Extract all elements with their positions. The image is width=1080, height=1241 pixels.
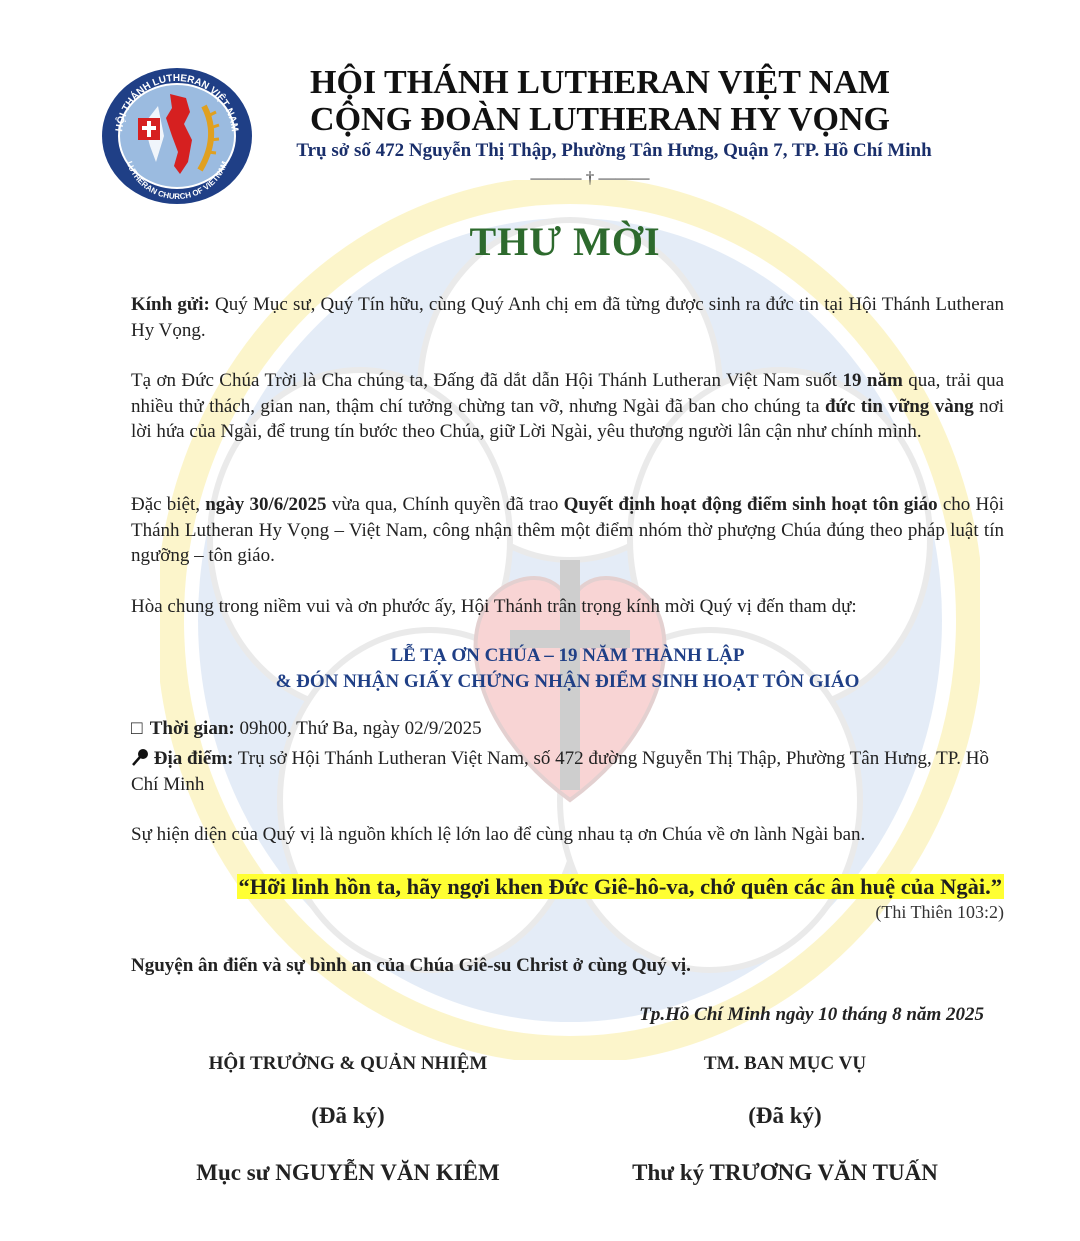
organization-name: HỘI THÁNH LUTHERAN VIỆT NAM (310, 64, 890, 101)
community-name: CỘNG ĐOÀN LUTHERAN HY VỌNG (310, 101, 890, 138)
salutation-label: Kính gửi: (131, 294, 210, 315)
dateline: Tp.Hồ Chí Minh ngày 10 tháng 8 năm 2025 (639, 1004, 984, 1025)
place-label: Địa điểm: (153, 748, 234, 769)
clock-icon: □ (131, 718, 143, 739)
svg-text:LCV: LCV (232, 187, 248, 196)
text-span: cho Hội Thánh Lutheran Hy Vọng – Việt Nam, công nhận thêm một điểm nhóm thờ phượng Chúa đúng theo pháp luật tín ngưỡng – tôn giáo. (131, 494, 1004, 566)
presence-line: Sự hiện diện của Quý vị là nguồn khích lệ lớn lao để cùng nhau tạ ơn Chúa về ơn lành Ngài ban. (131, 824, 866, 845)
bible-verse (136, 874, 1004, 900)
blessing: Nguyện ân điển và sự bình an của Chúa Giê-su Christ ở cùng Quý vị. (131, 955, 691, 976)
place-value: Trụ sở Hội Thánh Lutheran Việt Nam, số 472 đường Nguyễn Thị Thập, Phường Tân Hưng, TP. Hồ Chí Minh (131, 748, 989, 795)
verse-text: “Hỡi linh hồn ta, hãy ngợi khen Đức Giê-hô-va, chớ quên các ân huệ của Ngài.” (238, 874, 1002, 899)
salutation-text: Quý Mục sư, Quý Tín hữu, cùng Quý Anh chị em đã từng được sinh ra đức tin tại Hội Thánh Lutheran Hy Vọng. (131, 294, 1004, 341)
text-span: Đặc biệt, (131, 494, 206, 515)
text-span: nơi lời hứa của Ngài, để trung tín bước theo Chúa, giữ Lời Ngài, yêu thương người lân cận như chính mình. (131, 395, 1005, 442)
time-value: 09h00, Thứ Ba, ngày 02/9/2025 (234, 718, 482, 739)
bold-span: đức tin vững vàng (824, 395, 974, 417)
left-signatory-role: HỘI TRƯỞNG & QUẢN NHIỆM (208, 1053, 488, 1074)
event-title-line1: LỄ TẠ ƠN CHÚA – 19 NĂM THÀNH LẬP (390, 645, 745, 666)
verse-reference: (Thi Thiên 103:2) (875, 902, 1004, 922)
salutation (131, 292, 1004, 343)
event-place (131, 746, 1004, 797)
right-signatory-name: Thư ký TRƯƠNG VĂN TUẤN (632, 1160, 938, 1185)
event-title-line2: & ĐÓN NHẬN GIẤY CHỨNG NHẬN ĐIỂM SINH HOẠT TÔN GIÁO (275, 671, 860, 692)
left-signatory-name: Mục sư NGUYỄN VĂN KIÊM (196, 1160, 500, 1185)
left-signed-mark: (Đã ký) (311, 1103, 385, 1128)
event-title (131, 643, 1004, 695)
svg-text:HỘI THÁNH LUTHERAN VIỆT NAM: HỘI THÁNH LUTHERAN VIỆT NAM (114, 72, 240, 133)
bold-span: 19 năm (842, 370, 903, 391)
invite-line: Hòa chung trong niềm vui và ơn phước ấy, Hội Thánh trân trọng kính mời Quý vị đến tham dự: (131, 596, 857, 617)
svg-text:LUTHERAN CHURCH OF VIETNAM: LUTHERAN CHURCH OF VIETNAM (124, 160, 230, 202)
text-span: vừa qua, Chính quyền đã trao (326, 494, 564, 515)
bold-span: ngày 30/6/2025 (205, 494, 327, 515)
text-span: Tạ ơn Đức Chúa Trời là Cha chúng ta, Đấng đã dắt dẫn Hội Thánh Lutheran Việt Nam suốt (131, 370, 843, 391)
right-signed-mark: (Đã ký) (748, 1103, 822, 1128)
pin-icon (131, 748, 149, 766)
paragraph-special (131, 492, 1004, 569)
address: Trụ sở số 472 Nguyễn Thị Thập, Phường Tân Hưng, Quận 7, TP. Hồ Chí Minh (296, 140, 932, 161)
text-span: qua, trải qua nhiều thử thách, gian nan, thậm chí tưởng chừng tan vỡ, nhưng Ngài đã ban cho chúng ta (131, 370, 1004, 417)
right-signatory-role: TM. BAN MỤC VỤ (703, 1053, 867, 1074)
cross-divider: ——— † ——— (530, 168, 650, 187)
paragraph-thanks (131, 368, 1004, 445)
event-time (131, 716, 1004, 742)
bold-span: Quyết định hoạt động điểm sinh hoạt tôn giáo (563, 494, 938, 515)
time-label: Thời gian: (149, 718, 235, 739)
page-title: THƯ MỜI (469, 219, 661, 264)
